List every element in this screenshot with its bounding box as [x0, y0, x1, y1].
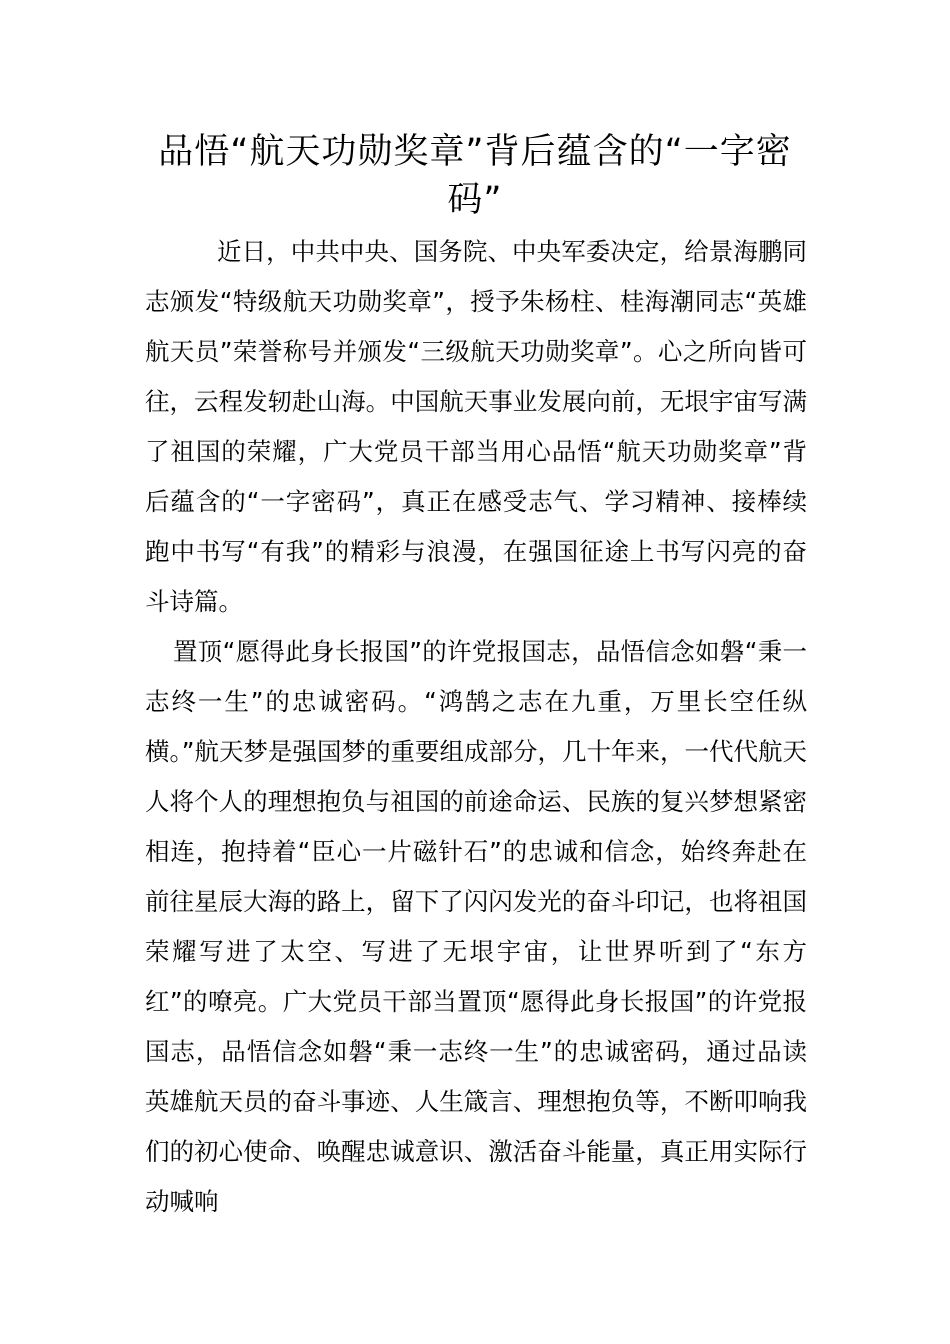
- document-body: [145, 227, 807, 1227]
- paragraph-loyalty: 置顶“愿得此身长报国”的许党报国志，品悟信念如磐“秉一志终一生”的忠诚密码。“鸿鹄之志在九重，万里长空任纵横。”航天梦是强国梦的重要组成部分，几十年来，一代代航天人将个人的理想抱负与祖国的前途命运、民族的复兴梦想紧密相连，抱持着“臣心一片磁针石”的忠诚和信念，始终奔赴在前往星辰大海的路上，留下了闪闪发光的奋斗印记，也将祖国荣耀写进了太空、写进了无垠宇宙，让世界听到了“东方红”的嘹亮。广大党员干部当置顶“愿得此身长报国”的许党报国志，品悟信念如磐“秉一志终一生”的忠诚密码，通过品读英雄航天员的奋斗事迹、人生箴言、理想抱负等，不断叩响我们的初心使命、唤醒忠诚意识、激活奋斗能量，真正用实际行动喊响: [145, 637, 807, 1216]
- document-title: 品悟“航天功勋奖章”背后蕴含的“一字密码”: [158, 132, 792, 220]
- paragraph-intro: 近日，中共中央、国务院、中央军委决定，给景海鹏同志颁发“特级航天功勋奖章”，授予朱杨柱、桂海潮同志“英雄航天员”荣誉称号并颁发“三级航天功勋奖章”。心之所向皆可往，云程发轫赴山海。中国航天事业发展向前，无垠宇宙写满了祖国的荣耀，广大党员干部当用心品悟“航天功勋奖章”背后蕴含的“一字密码”，真正在感受志气、学习精神、接棒续跑中书写“有我”的精彩与浪漫，在强国征途上书写闪亮的奋斗诗篇。: [145, 237, 807, 616]
